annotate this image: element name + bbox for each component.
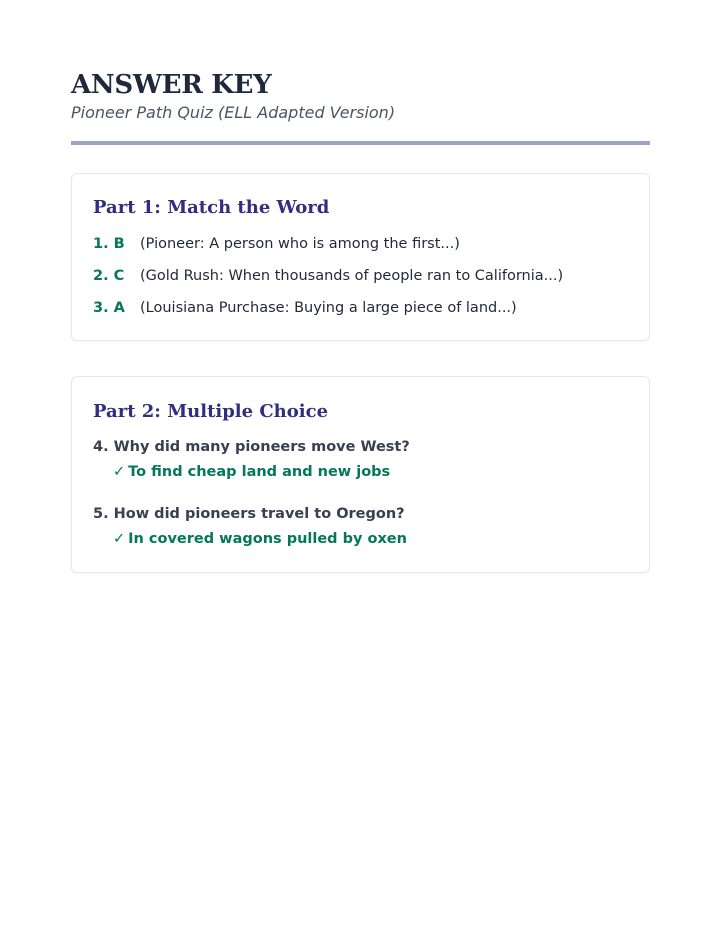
page-subtitle: Pioneer Path Quiz (ELL Adapted Version) xyxy=(71,103,396,122)
match-description: (Pioneer: A person who is among the first...) xyxy=(140,236,460,252)
correct-answer xyxy=(113,531,407,547)
match-answer-key: 3. A xyxy=(93,300,125,316)
answer-text: To find cheap land and new jobs xyxy=(128,464,391,480)
check-icon: ✓ xyxy=(113,464,126,480)
match-description: (Louisiana Purchase: Buying a large piece of land...) xyxy=(140,300,517,316)
question-text: 5. How did pioneers travel to Oregon? xyxy=(93,506,405,522)
part1-title: Part 1: Match the Word xyxy=(93,197,330,218)
answer-text: In covered wagons pulled by oxen xyxy=(128,531,407,547)
check-icon: ✓ xyxy=(113,531,126,547)
question-text: 4. Why did many pioneers move West? xyxy=(93,439,410,455)
match-answer-key: 1. B xyxy=(93,236,125,252)
match-description: (Gold Rush: When thousands of people ran to California...) xyxy=(140,268,564,284)
part1-card xyxy=(71,173,650,341)
page-title: ANSWER KEY xyxy=(71,70,272,100)
part2-title: Part 2: Multiple Choice xyxy=(93,401,329,422)
match-answer-key: 2. C xyxy=(93,268,125,284)
correct-answer xyxy=(113,464,390,480)
title-divider xyxy=(71,141,650,145)
part2-card xyxy=(71,376,650,573)
